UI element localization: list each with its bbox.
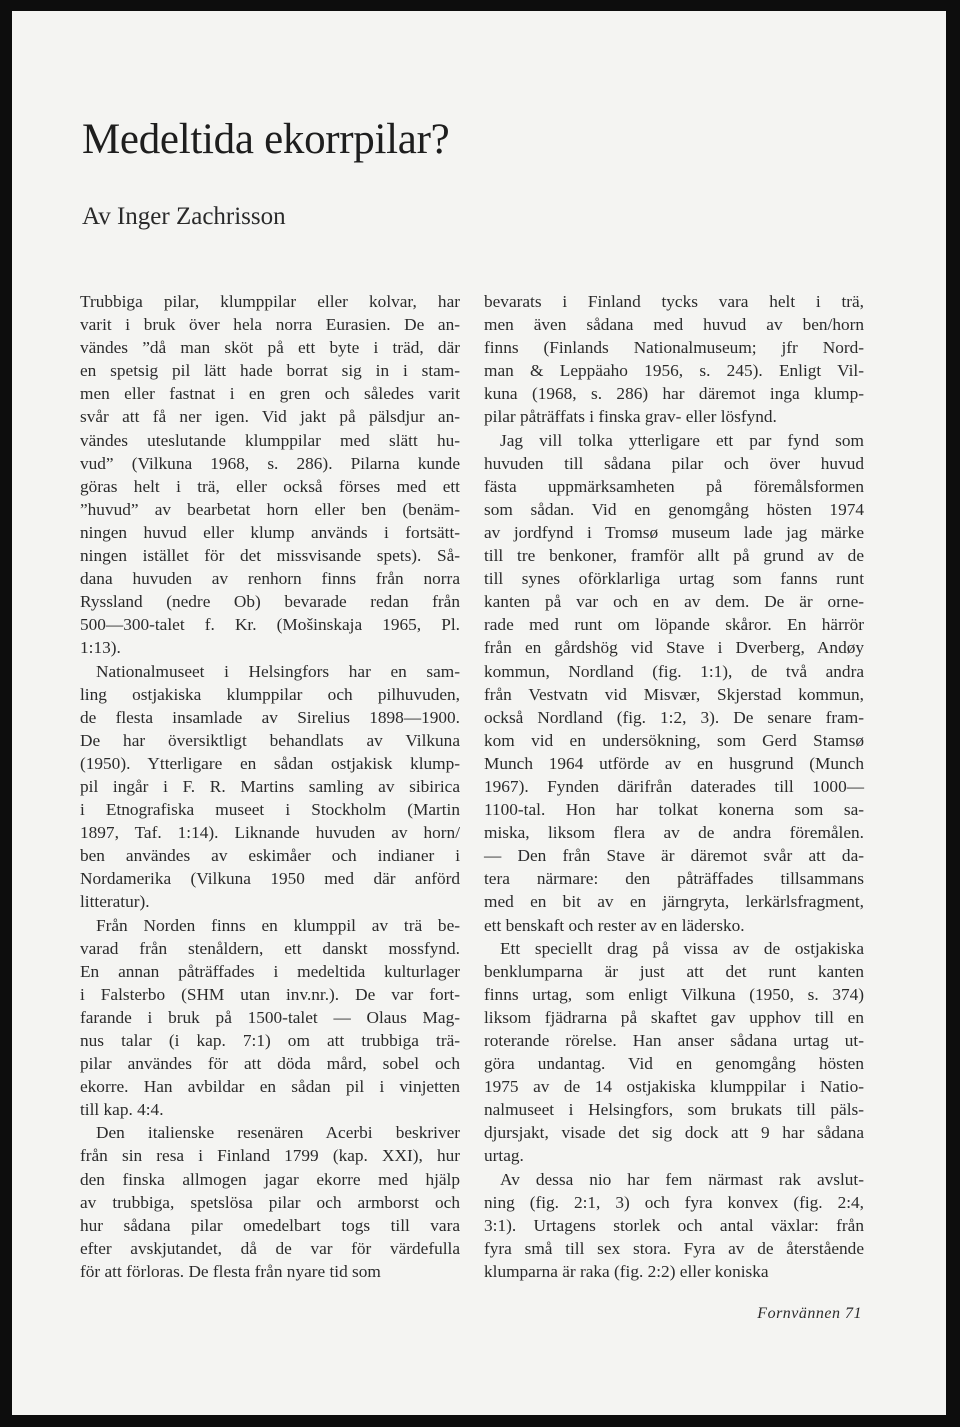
text-line: till synes oförklarliga urtag som fanns runt <box>484 569 864 589</box>
text-line: djursjakt, visade det sig dock att 9 har sådana <box>484 1123 864 1143</box>
text-line: de flesta insamlade av Sirelius 1898—1900. <box>80 707 460 727</box>
text-line: fästa uppmärksamheten på föremålsformen <box>484 476 864 496</box>
text-line: Trubbiga pilar, klumppilar eller kolvar, har <box>80 292 460 311</box>
text-line: — Den från Stave är däremot svår att da- <box>484 846 864 866</box>
text-line: till tre benkoner, framför allt på grund av de <box>484 546 864 566</box>
text-line: också Nordland (fig. 1:2, 3). De senare fram- <box>484 707 864 727</box>
text-line: en spetsig pil lätt hade borrat sig in i stam- <box>80 361 460 381</box>
text-line: men eller fastnat i en gren och således varit <box>80 384 460 404</box>
page-footer: Fornvännen 71 <box>757 1305 862 1322</box>
text-line: farande i bruk på 1500-talet — Olaus Mag- <box>80 1007 460 1027</box>
text-line: i Falsterbo (SHM utan inv.nr.). De var fort- <box>80 984 460 1004</box>
text-line: benklumparna är just att det runt kanten <box>484 961 864 981</box>
text-line: En annan påträffades i medeltida kulturlager <box>80 961 460 981</box>
text-line: De har översiktligt behandlats av Vilkuna <box>80 730 460 750</box>
text-line: ett benskaft och rester av en lädersko. <box>484 915 745 935</box>
text-line: nalmuseet i Helsingfors, som brukats till päls- <box>484 1100 864 1120</box>
text-line: kuna (1968, s. 286) har däremot inga klump- <box>484 384 864 404</box>
text-line: tera närmare: den påträffades tillsammans <box>484 869 864 889</box>
text-line: (1950). Ytterligare en sådan ostjakisk klump- <box>80 753 460 773</box>
text-line: Av dessa nio har fem närmast rak avslut- <box>500 1169 864 1189</box>
text-line: ning (fig. 2:1, 3) och fyra konvex (fig. 2:4, <box>484 1192 864 1212</box>
article-author: Av Inger Zachrisson <box>82 203 286 230</box>
text-line: ben användes av eskimåer och indianer i <box>80 846 460 866</box>
text-line: Jag vill tolka ytterligare ett par fynd som <box>500 430 864 450</box>
text-line: kommun, Nordland (fig. 1:1), de två andra <box>484 661 864 681</box>
left-text-column <box>80 290 460 1283</box>
text-line: dana huvuden av renhorn finns från norra <box>80 569 460 589</box>
text-line: 1:13). <box>80 638 121 658</box>
text-line: till kap. 4:4. <box>80 1100 164 1120</box>
article-title: Medeltida ekorrpilar? <box>82 116 450 163</box>
text-line: 1897, Taf. 1:14). Liknande huvuden av horn/ <box>80 823 460 843</box>
right-text-column <box>484 290 864 1283</box>
text-line: men även sådana med huvud av ben/horn <box>484 315 864 335</box>
text-line: fyra små till sex stora. Fyra av de återstående <box>484 1238 864 1258</box>
text-line: göra undantag. Vid en genomgång hösten <box>484 1054 864 1074</box>
text-line: finns urtag, som enligt Vilkuna (1950, s. 374) <box>484 984 864 1004</box>
text-line: bevarats i Finland tycks vara helt i trä, <box>484 292 864 311</box>
text-line: litteratur). <box>80 892 150 912</box>
text-line: liksom fjädrarna på skaftet gav upphov till en <box>484 1007 864 1027</box>
text-line: ”huvud” av bearbetat horn eller ben (benäm- <box>80 499 460 519</box>
text-line: klumparna är raka (fig. 2:2) eller koniska <box>484 1261 769 1281</box>
text-line: huvuden till sådana pilar och över huvud <box>484 453 864 473</box>
text-line: vändes ”då man sköt på ett byte i träd, där <box>80 338 460 358</box>
text-line: vud” (Vilkuna 1968, s. 286). Pilarna kunde <box>80 453 460 473</box>
text-line: för att förloras. De flesta från nyare tid som <box>80 1261 381 1281</box>
text-line: man & Leppäaho 1956, s. 245). Enligt Vil- <box>484 361 864 381</box>
text-line: ling ostjakiska klumppilar och pilhuvuden, <box>80 684 460 704</box>
text-line: av jordfynd i Tromsø museum lade jag märke <box>484 522 864 542</box>
text-line: 3:1). Urtagens storlek och antal växlar: från <box>484 1215 864 1235</box>
text-line: varit i bruk över hela norra Eurasien. De an- <box>80 315 460 335</box>
text-line: Från Norden finns en klumppil av trä be- <box>96 915 460 935</box>
text-line: Nationalmuseet i Helsingfors har en sam- <box>96 661 460 681</box>
text-line: pilar påträffats i finska grav- eller lösfynd. <box>484 407 777 427</box>
text-line: roterande rörelse. Han anser sådana urtag ut- <box>484 1031 864 1050</box>
text-line: från Vestvatn vid Misvær, Skjerstad kommun, <box>484 684 864 704</box>
text-line: från sin resa i Finland 1799 (kap. XXI), hur <box>80 1146 460 1166</box>
text-line: efter avskjutandet, då de var för värdefulla <box>80 1238 460 1258</box>
text-line: nus talar (i kap. 7:1) om att trubbiga trä- <box>80 1031 460 1050</box>
text-line: svår att få ner igen. Vid jakt på pälsdjur an- <box>80 407 460 427</box>
text-line: 1975 av de 14 ostjakiska klumppilar i Natio- <box>484 1077 864 1097</box>
text-line: ningen istället för det missvisande spets). Så- <box>80 546 460 566</box>
text-line: av trubbiga, spetslösa pilar och armborst och <box>80 1192 460 1212</box>
text-line: 1100-tal. Hon har tolkat konerna som sa- <box>484 800 864 820</box>
text-line: med en bit av en järngryta, lerkärlsfragment, <box>484 892 864 912</box>
journal-page <box>12 11 946 1415</box>
text-line: hur sådana pilar omedelbart togs till vara <box>80 1215 460 1235</box>
text-line: varad från stenåldern, ett danskt mossfynd. <box>80 938 460 958</box>
text-line: ningen huvud eller klump används i fortsätt- <box>80 522 460 542</box>
text-line: Den italienske resenären Acerbi beskriver <box>96 1123 460 1143</box>
text-line: Munch 1964 utförde av en husgrund (Munch <box>484 753 864 773</box>
text-line: Nordamerika (Vilkuna 1950 med där anförd <box>80 869 460 889</box>
text-line: 500—300-talet f. Kr. (Mošinskaja 1965, Pl. <box>80 615 460 635</box>
text-line: kom vid en undersökning, som Gerd Stamsø <box>484 730 864 750</box>
text-line: Ett speciellt drag på vissa av de ostjakiska <box>500 938 864 958</box>
text-line: vändes uteslutande klumppilar med slätt hu- <box>80 430 460 450</box>
text-line: Ryssland (nedre Ob) bevarade redan från <box>80 592 460 612</box>
text-line: i Etnografiska museet i Stockholm (Martin <box>80 800 460 820</box>
text-line: rade med runt om löpande skåror. En härrör <box>484 615 864 635</box>
text-line: göras helt i trä, eller också förses med ett <box>80 476 460 496</box>
text-line: från en gårdshög vid Stave i Dverberg, Andøy <box>484 638 864 658</box>
text-line: miska, liksom flera av de andra föremålen. <box>484 823 864 843</box>
text-line: pilar användes för att döda mård, sobel och <box>80 1054 460 1074</box>
text-line: 1967). Fynden därifrån daterades till 1000— <box>484 776 864 796</box>
text-line: kanten på var och en av dem. De är orne- <box>484 592 864 612</box>
text-line: urtag. <box>484 1146 524 1166</box>
text-line: ekorre. Han avbildar en sådan pil i vinjetten <box>80 1077 460 1097</box>
text-line: finns (Finlands Nationalmuseum; jfr Nord- <box>484 338 864 358</box>
text-line: som sådan. Vid en genomgång hösten 1974 <box>484 499 864 519</box>
text-line: den finska allmogen jagar ekorre med hjälp <box>80 1169 460 1189</box>
text-line: pil ingår i F. R. Martins samling av sibirica <box>80 776 460 796</box>
